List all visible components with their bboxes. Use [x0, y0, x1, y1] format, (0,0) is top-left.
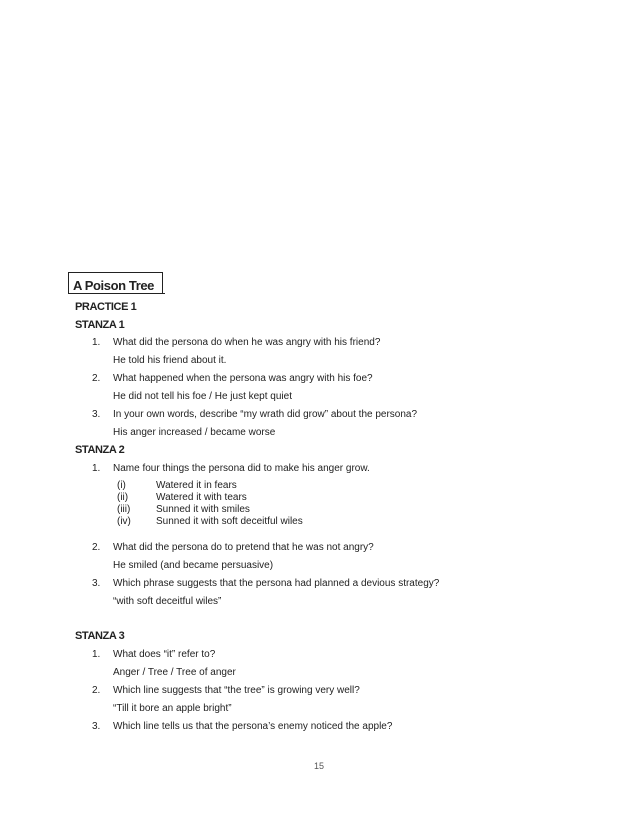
stanza2-heading: STANZA 2: [75, 444, 125, 456]
question-text: Which phrase suggests that the persona had planned a devious strategy?: [113, 578, 440, 589]
list-item: Watered it in fears: [156, 480, 237, 491]
question-text: What did the persona do when he was angry with his friend?: [113, 337, 381, 348]
answer-text: He told his friend about it.: [113, 355, 227, 366]
question-number: 3.: [92, 409, 101, 420]
list-item: Watered it with tears: [156, 492, 247, 503]
practice-heading: PRACTICE 1: [75, 301, 137, 313]
question-number: 1.: [92, 463, 101, 474]
question-number: 1.: [92, 649, 101, 660]
answer-text: “Till it bore an apple bright”: [113, 703, 232, 714]
answer-text: He did not tell his foe / He just kept quiet: [113, 391, 292, 402]
answer-text: His anger increased / became worse: [113, 427, 276, 438]
question-text: What did the persona do to pretend that he was not angry?: [113, 542, 374, 553]
question-text: Which line tells us that the persona’s enemy noticed the apple?: [113, 721, 393, 732]
question-number: 2.: [92, 373, 101, 384]
list-marker: (ii): [117, 492, 129, 503]
list-item: Sunned it with soft deceitful wiles: [156, 516, 303, 527]
stanza1-heading: STANZA 1: [75, 319, 125, 331]
question-number: 3.: [92, 578, 101, 589]
question-text: Name four things the persona did to make his anger grow.: [113, 463, 370, 474]
list-marker: (iii): [117, 504, 131, 515]
question-text: What does “it” refer to?: [113, 649, 216, 660]
list-item: Sunned it with smiles: [156, 504, 250, 515]
answer-text: He smiled (and became persuasive): [113, 560, 274, 571]
title-underline: [68, 293, 165, 294]
question-number: 1.: [92, 337, 101, 348]
question-text: Which line suggests that “the tree” is growing very well?: [113, 685, 360, 696]
stanza3-heading: STANZA 3: [75, 630, 125, 642]
question-number: 2.: [92, 685, 101, 696]
list-marker: (i): [117, 480, 126, 491]
answer-text: “with soft deceitful wiles”: [113, 596, 222, 607]
question-text: What happened when the persona was angry with his foe?: [113, 373, 373, 384]
answer-text: Anger / Tree / Tree of anger: [113, 667, 236, 678]
document-title: A Poison Tree: [73, 278, 155, 293]
question-text: In your own words, describe “my wrath did grow” about the persona?: [113, 409, 418, 420]
title-box: [68, 272, 163, 294]
page-number: 15: [313, 761, 324, 771]
question-number: 3.: [92, 721, 101, 732]
list-marker: (iv): [117, 516, 131, 527]
question-number: 2.: [92, 542, 101, 553]
